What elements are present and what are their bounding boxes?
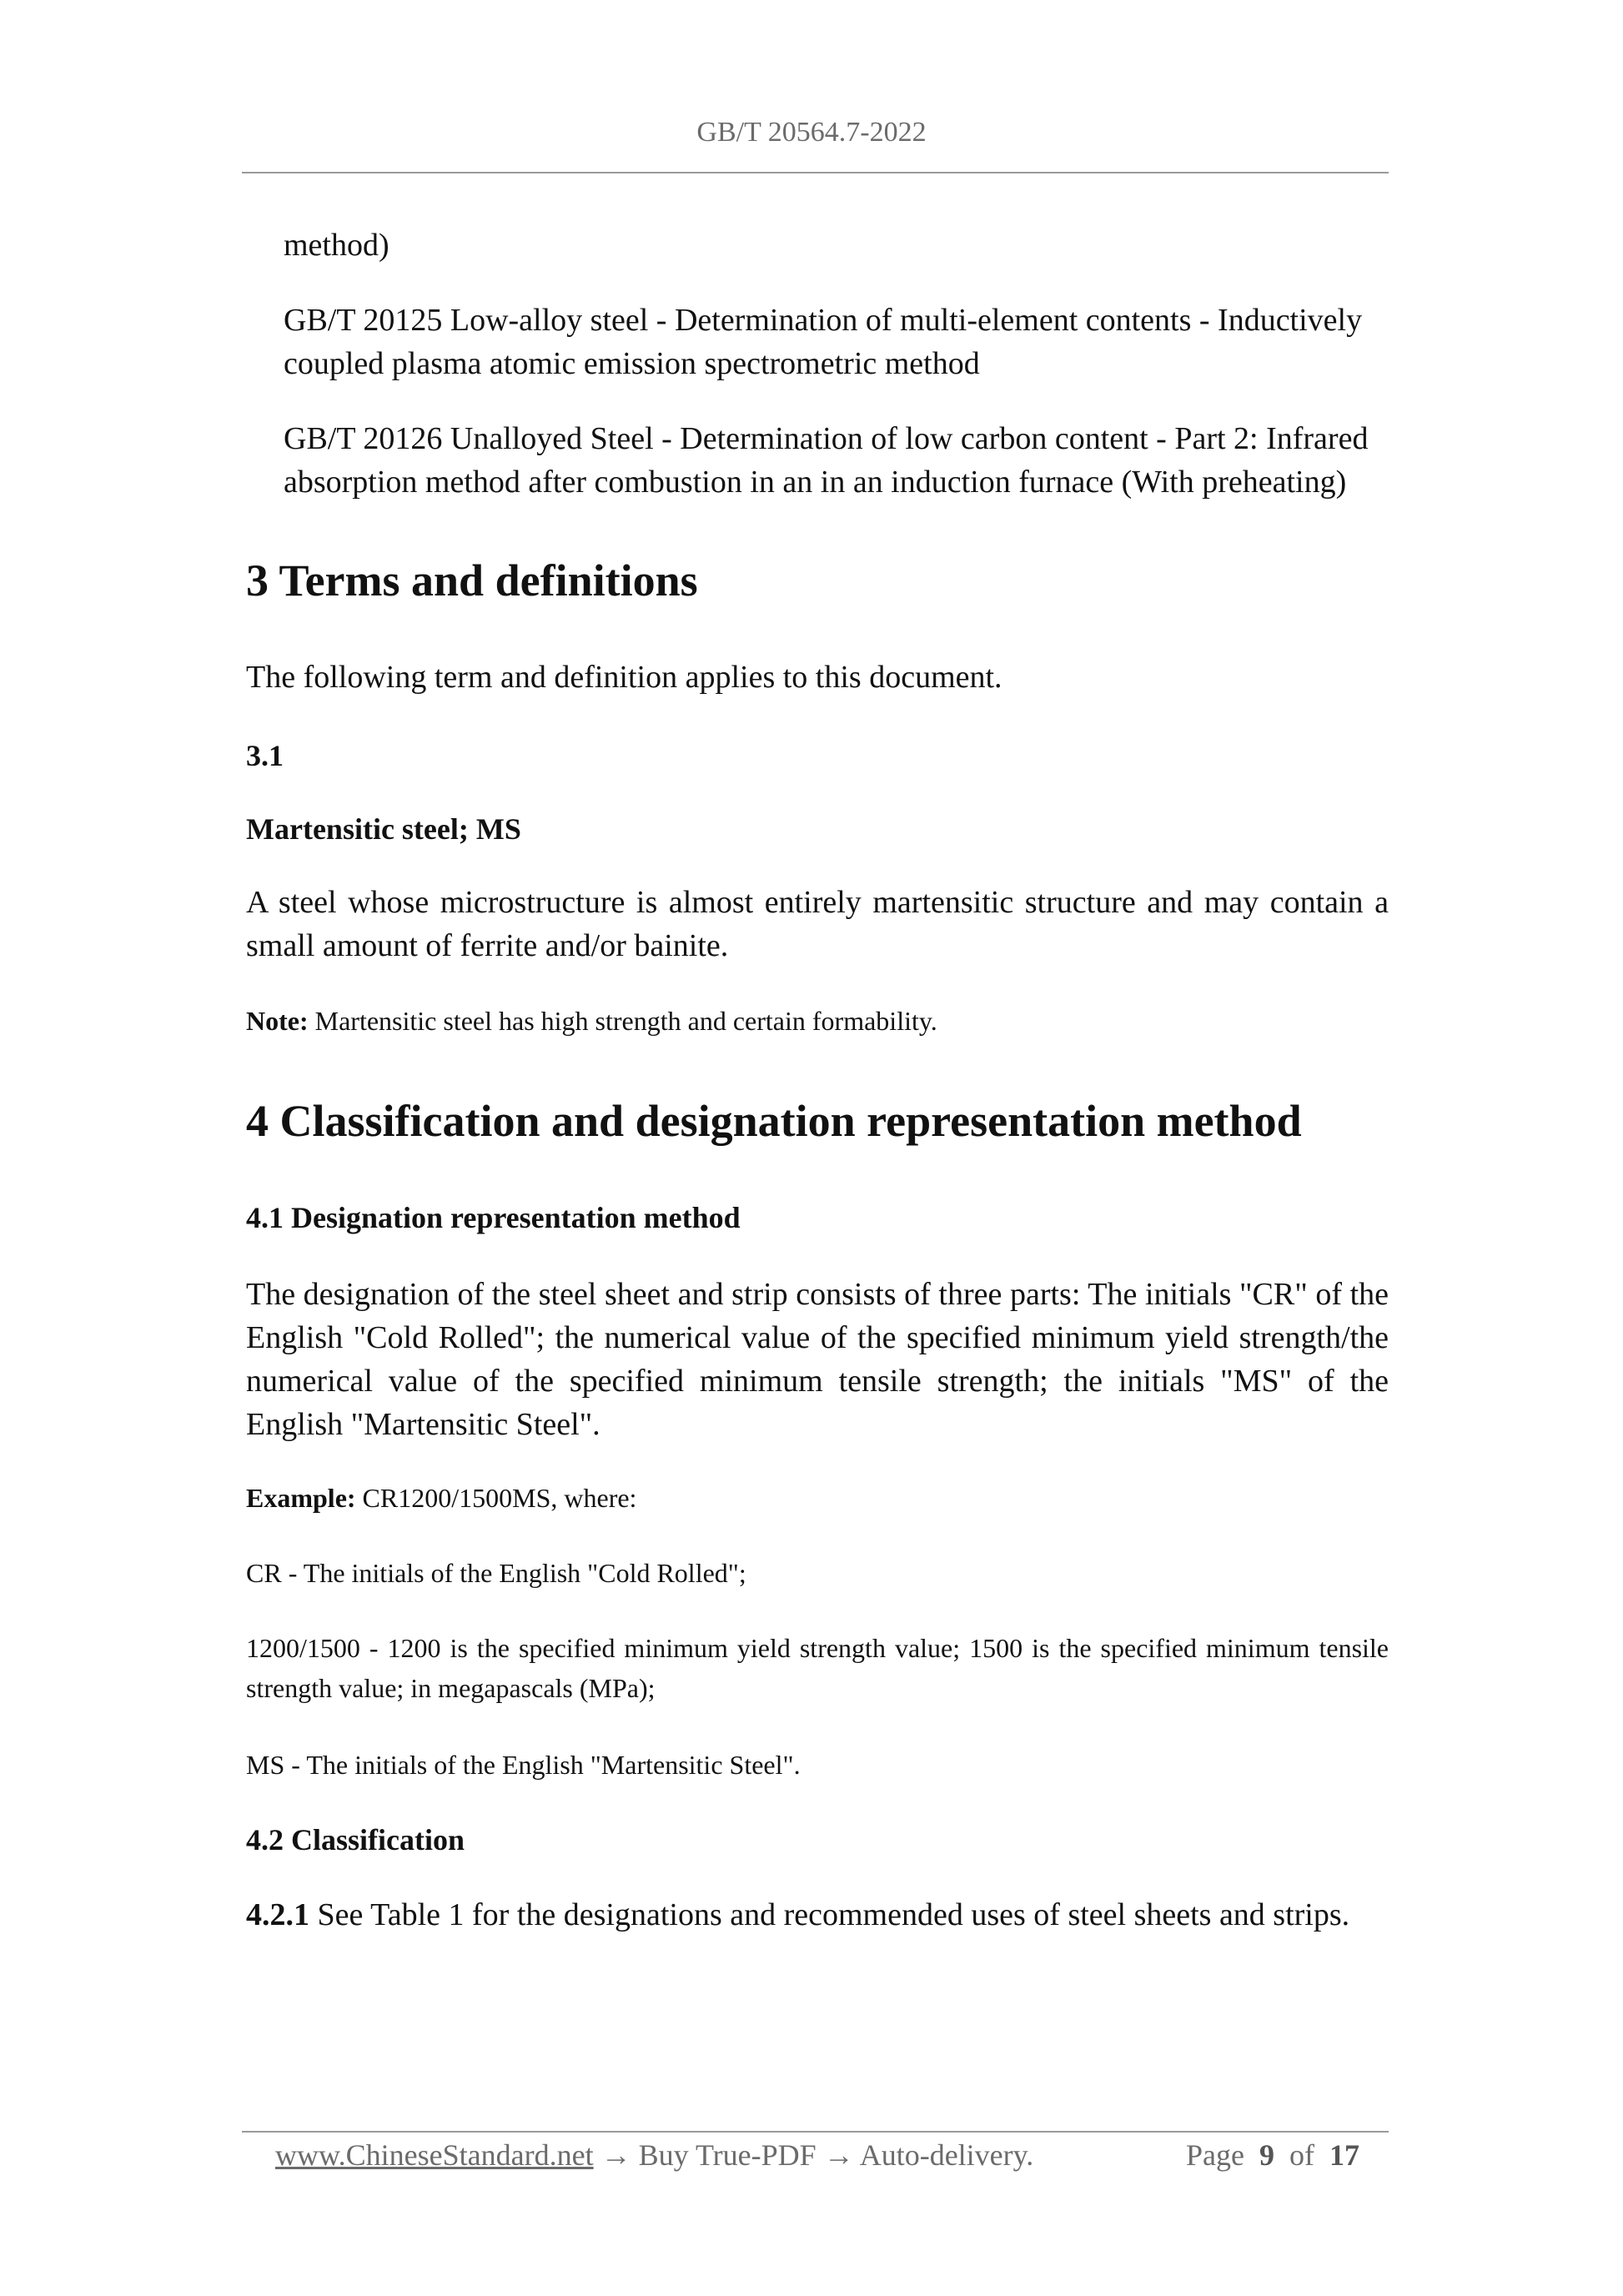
subsection-4-1-heading: 4.1 Designation representation method — [246, 1201, 741, 1234]
page-indicator — [1186, 2137, 1359, 2173]
term-name: Martensitic steel; MS — [246, 812, 521, 846]
example-label: Example: — [246, 1483, 356, 1513]
footer-divider — [242, 2131, 1389, 2133]
term-number: 3.1 — [246, 739, 284, 772]
term-note — [246, 1001, 1389, 1041]
subsection-4-2-heading: 4.2 Classification — [246, 1823, 465, 1856]
page-total: 17 — [1329, 2138, 1359, 2172]
page-header-title: GB/T 20564.7-2022 — [696, 117, 927, 148]
reference-gbt-20126: GB/T 20126 Unalloyed Steel - Determination of low carbon content - Part 2: Infrared absorption method after combustion in an in an induction furnace (With preheating) — [284, 421, 1369, 500]
clause-number: 4.2.1 — [246, 1897, 309, 1932]
clause-text: See Table 1 for the designations and recommended uses of steel sheets and strips. — [309, 1897, 1350, 1932]
section-3-intro: The following term and definition applies to this document. — [246, 660, 1002, 695]
website-link[interactable]: www.ChineseStandard.net — [275, 2138, 594, 2172]
arrow-right-icon: → — [600, 2138, 631, 2172]
page-label: Page — [1186, 2138, 1244, 2172]
reference-continuation: method) — [284, 228, 389, 263]
footer-buy-text: Buy True-PDF — [631, 2138, 824, 2172]
clause-4-2-1 — [246, 1893, 1389, 1937]
reference-gbt-20125: GB/T 20125 Low-alloy steel - Determination of multi-element contents - Inductively coupled plasma atomic emission spectrometric method — [284, 303, 1363, 381]
arrow-right-icon: → — [823, 2138, 854, 2172]
note-label: Note: — [246, 1006, 309, 1036]
note-text: Martensitic steel has high strength and certain formability. — [308, 1006, 937, 1036]
example-text: CR1200/1500MS, where: — [355, 1483, 637, 1513]
strength-explanation: 1200/1500 - 1200 is the specified minimum yield strength value; 1500 is the specified minimum tensile strength value; in megapascals (MPa); — [246, 1633, 1389, 1703]
cr-explanation: CR - The initials of the English "Cold Rolled"; — [246, 1558, 746, 1588]
term-definition: A steel whose microstructure is almost entirely martensitic structure and may contain a small amount of ferrite and/or bainite. — [246, 885, 1389, 963]
page-of-label: of — [1289, 2138, 1314, 2172]
section-3-heading: 3 Terms and definitions — [246, 555, 698, 605]
ms-explanation: MS - The initials of the English "Martensitic Steel". — [246, 1750, 801, 1780]
footer-delivery-text: Auto-delivery. — [853, 2138, 1034, 2172]
section-4-heading: 4 Classification and designation representation method — [246, 1096, 1302, 1146]
header-divider — [242, 172, 1389, 173]
page-number: 9 — [1259, 2138, 1274, 2172]
footer-promo — [275, 2137, 1033, 2173]
example-line — [246, 1478, 1389, 1518]
designation-paragraph: The designation of the steel sheet and strip consists of three parts: The initials "CR" of the English "Cold Rolled"; the numerical value of the specified minimum yield strength/the numerical value of the specified minimum tensile strength; the initials "MS" of the English "Martensitic Steel". — [246, 1277, 1389, 1442]
